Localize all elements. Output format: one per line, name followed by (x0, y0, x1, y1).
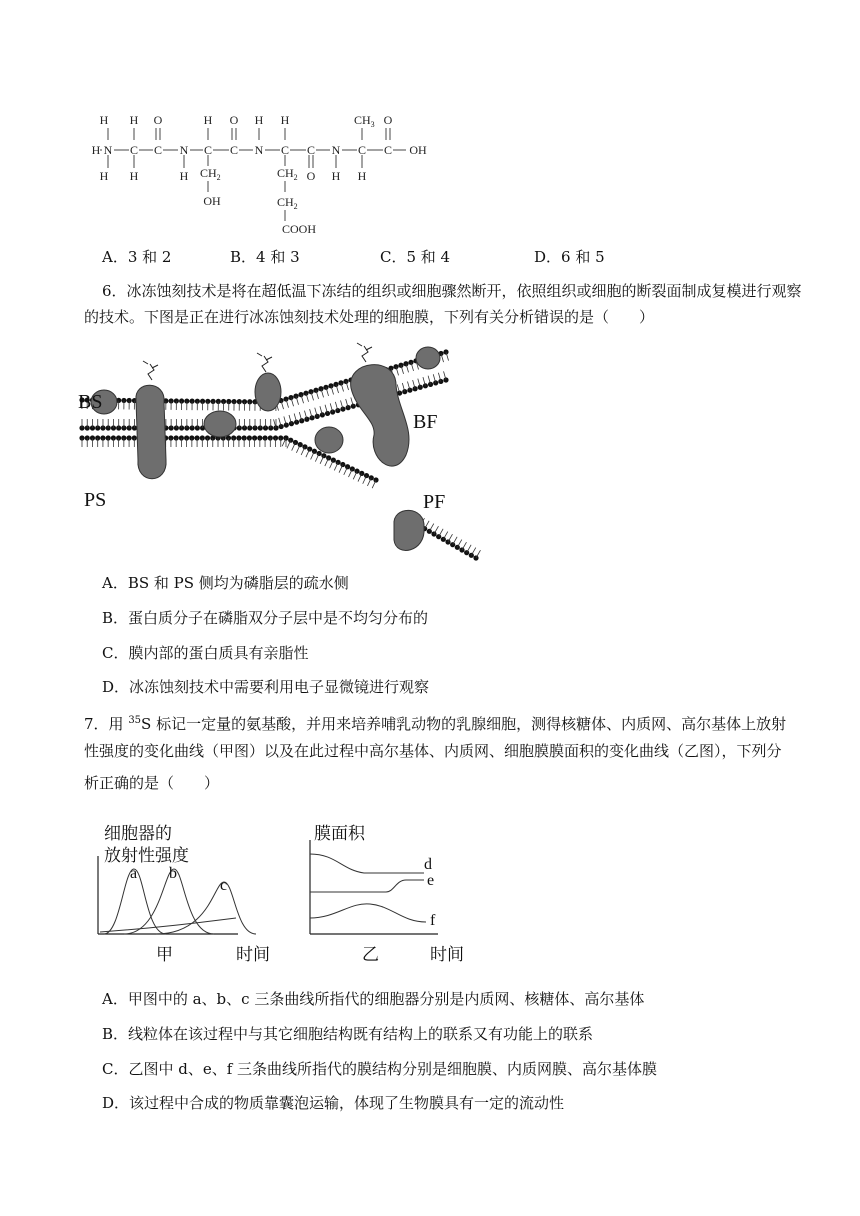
jia-caption: 甲 (156, 945, 173, 965)
yi-caption: 乙 (362, 945, 379, 965)
atom-h: H (99, 113, 109, 127)
atom-ch2: $CH_2$ (200, 166, 221, 182)
yi-curve-d (310, 854, 424, 873)
jia-curve-c-label: c (220, 877, 228, 894)
q6-option-b[interactable]: B．蛋白质分子在磷脂双分子层中是不均匀分布的 (102, 609, 429, 627)
q6-option-a[interactable]: A．BS 和 PS 侧均为磷脂层的疏水侧 (102, 574, 349, 592)
atom-c: C (280, 143, 290, 157)
jia-curve-a-label: a (130, 865, 138, 882)
jia-ylabel-line1: 细胞器的 (104, 824, 172, 844)
atom-c: C (203, 143, 213, 157)
glycan-chain (257, 353, 272, 372)
atom-oh: OH (409, 143, 427, 157)
label-bf: BF (413, 411, 438, 433)
jia-curve-b-label: b (169, 865, 177, 882)
atom-cooh: COOH (281, 222, 317, 236)
protein-transmembrane (136, 385, 166, 479)
atom-c: C (129, 143, 139, 157)
atom-o: O (383, 113, 393, 127)
freeze-etch-membrane-figure (76, 340, 476, 560)
atom-ch2: $CH_2$ (277, 166, 298, 182)
lipid-row-ps-upper (79, 435, 288, 447)
q7-stem-line2: 性强度的变化曲线（甲图）以及在此过程中高尔基体、内质网、细胞膜膜面积的变化曲线（乙图），下列分 (84, 742, 782, 760)
q7-stem-line1 (84, 711, 786, 734)
q5-option-d[interactable]: D．6 和 5 (534, 248, 605, 266)
label-bs: BS (78, 391, 103, 413)
atom-c: C (153, 143, 163, 157)
yi-curve-e-label: e (427, 872, 435, 889)
jia-curve-c (156, 882, 256, 934)
atom-c: C (357, 143, 367, 157)
q6-option-d[interactable]: D．冰冻蚀刻技术中需要利用电子显微镜进行观察 (102, 678, 430, 696)
q7-option-d[interactable]: D．该过程中合成的物质靠囊泡运输，体现了生物膜具有一定的流动性 (102, 1094, 565, 1112)
chart-jia (96, 818, 281, 968)
atom-c: C (383, 143, 393, 157)
atom-n: N (179, 143, 189, 157)
q6-option-c[interactable]: C．膜内部的蛋白质具有亲脂性 (102, 644, 309, 662)
q7-option-a[interactable]: A．甲图中的 a、b、c 三条曲线所指代的细胞器分别是内质网、核糖体、高尔基体 (102, 990, 645, 1008)
q5-option-c[interactable]: C．5 和 4 (380, 248, 451, 266)
q7-option-c[interactable]: C．乙图中 d、e、f 三条曲线所指代的膜结构分别是细胞膜、内质网膜、高尔基体膜 (102, 1060, 658, 1078)
atom-ch2: $CH_2$ (277, 195, 298, 211)
glycan-chain (143, 361, 158, 380)
lipid-row-upper-inner (79, 419, 278, 431)
protein-integral (204, 411, 236, 437)
atom-c: C (306, 143, 316, 157)
protein-transmembrane (351, 365, 409, 466)
atom-ch3: $CH_3$ (354, 113, 375, 129)
q7-stem-line3: 析正确的是（ ） (84, 774, 220, 792)
peptide-structural-formula (91, 108, 446, 238)
atom-h: H (99, 169, 109, 183)
atom-h: H (129, 113, 139, 127)
jia-ylabel-line2: 放射性强度 (104, 846, 189, 866)
yi-curve-f-label: f (430, 912, 436, 929)
atom-n: N (254, 143, 264, 157)
protein-integral (255, 373, 281, 411)
label-pf: PF (423, 491, 446, 513)
protein-pf (394, 510, 424, 550)
chart-yi (306, 818, 476, 968)
atom-o: O (229, 113, 239, 127)
atom-h: H (129, 169, 139, 183)
atom-c: C (229, 143, 239, 157)
atom-h: H (254, 113, 264, 127)
yi-curve-f (310, 904, 426, 922)
q7-stem-prefix: 7．用 (84, 715, 129, 733)
q7-stem-superscript: 35 (128, 715, 142, 726)
jia-baseline-curve (100, 918, 236, 932)
atom-o: O (306, 169, 316, 183)
glycan-chain (357, 343, 372, 362)
q5-option-b[interactable]: B．4 和 3 (230, 248, 300, 266)
yi-curve-e (310, 880, 424, 892)
yi-curve-d-label: d (424, 856, 432, 873)
atom-n: N (103, 143, 113, 157)
q7-option-b[interactable]: B．线粒体在该过程中与其它细胞结构既有结构上的联系又有功能上的联系 (102, 1025, 594, 1043)
yi-ylabel: 膜面积 (314, 824, 365, 844)
atom-oh: OH (203, 194, 221, 208)
atom-n: N (331, 143, 341, 157)
atom-o: O (153, 113, 163, 127)
atom-h: H (357, 169, 367, 183)
atom-h: H (280, 113, 290, 127)
yi-xlabel: 时间 (430, 945, 464, 965)
q6-stem-line2: 的技术。下图是正在进行冰冻蚀刻技术处理的细胞膜，下列有关分析错误的是（ ） (84, 308, 655, 326)
atom-h: H (91, 143, 101, 157)
atom-h: H (331, 169, 341, 183)
jia-xlabel: 时间 (236, 945, 270, 965)
q5-option-a[interactable]: A．3 和 2 (102, 248, 172, 266)
protein-integral (315, 427, 343, 453)
atom-h: H (179, 169, 189, 183)
q7-stem-suffix: S 标记一定量的氨基酸，并用来培养哺乳动物的乳腺细胞，测得核糖体、内质网、高尔基体上放射 (141, 715, 787, 733)
label-ps: PS (84, 489, 107, 511)
protein-peripheral (416, 347, 440, 369)
atom-h: H (203, 113, 213, 127)
q6-stem-line1: 6．冰冻蚀刻技术是将在超低温下冻结的组织或细胞骤然断开，依照组织或细胞的断裂面制成复模进行观察 (102, 282, 802, 300)
